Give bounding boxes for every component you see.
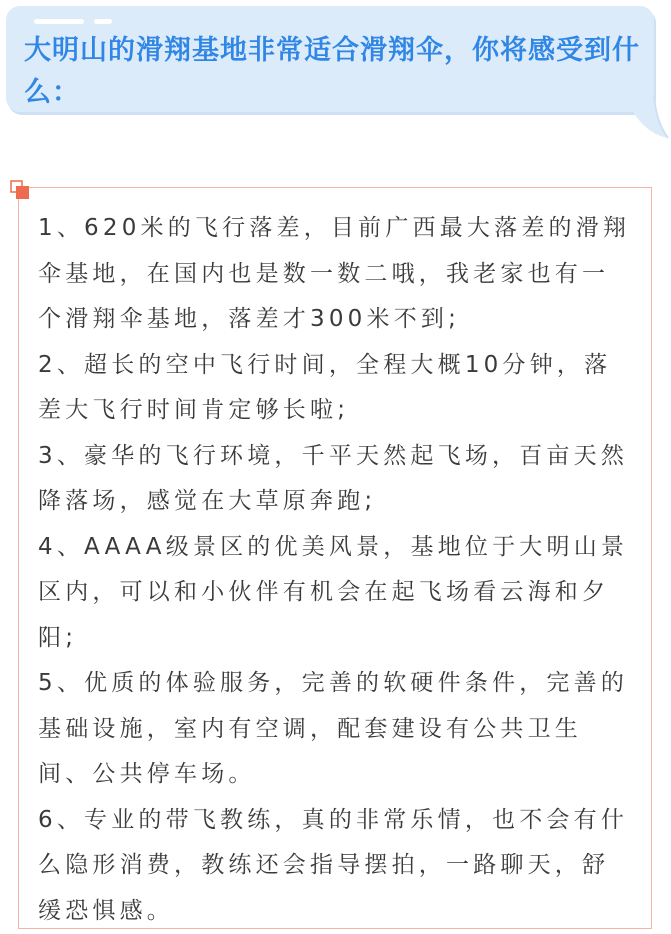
answer-item-3: 3、豪华的飞行环境，千平天然起飞场，百亩天然降落场，感觉在大草原奔跑; [38, 434, 636, 525]
bubble-decoration-dot [94, 19, 112, 24]
question-bubble [6, 6, 654, 112]
answer-item-6: 6、专业的带飞教练，真的非常乐情，也不会有什么隐形消费，教练还会指导摆拍，一路聊天，舒缓恐惧感。 [38, 798, 636, 934]
answer-item-4: 4、AAAA级景区的优美风景，基地位于大明山景区内，可以和小伙伴有机会在起飞场看云海和夕阳; [38, 525, 636, 662]
bubble-tail-shape [630, 96, 670, 140]
answer-item-1: 1、620米的飞行落差，目前广西最大落差的滑翔伞基地，在国内也是数一数二哦，我老家也有一个滑翔伞基地，落差才300米不到; [38, 206, 636, 343]
answer-item-5: 5、优质的体验服务，完善的软硬件条件，完善的基础设施，室内有空调，配套建设有公共卫生间、公共停车场。 [38, 661, 636, 798]
answer-list [38, 206, 636, 934]
corner-square-icon [10, 180, 32, 202]
bubble-decoration-dash [34, 19, 84, 24]
question-text: 大明山的滑翔基地非常适合滑翔伞，你将感受到什么： [24, 30, 654, 114]
answer-item-2: 2、超长的空中飞行时间，全程大概10分钟，落差大飞行时间肯定够长啦; [38, 343, 636, 434]
